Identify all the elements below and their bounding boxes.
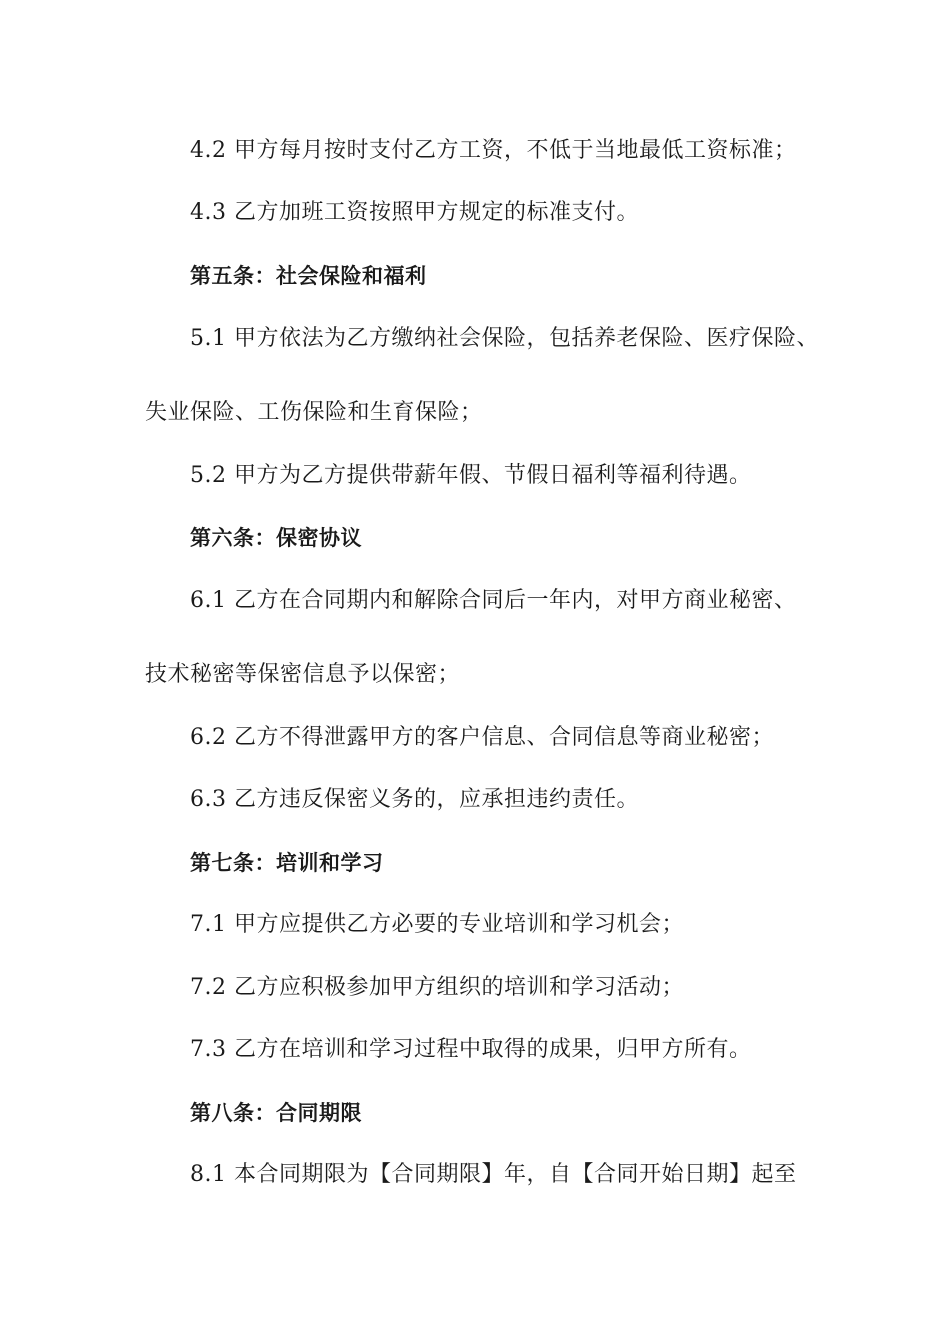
clause-6-3: 6.3 乙方违反保密义务的，应承担违约责任。 xyxy=(190,787,639,812)
section-heading-7: 第七条：培训和学习 xyxy=(190,851,384,875)
clause-5-1-continued: 失业保险、工伤保险和生育保险； xyxy=(145,400,483,425)
clause-6-1-continued: 技术秘密等保密信息予以保密； xyxy=(145,662,461,687)
clause-6-1: 6.1 乙方在合同期内和解除合同后一年内，对甲方商业秘密、 xyxy=(190,588,797,613)
section-heading-5: 第五条：社会保险和福利 xyxy=(190,264,427,288)
clause-7-1: 7.1 甲方应提供乙方必要的专业培训和学习机会； xyxy=(190,912,684,937)
clause-6-2: 6.2 乙方不得泄露甲方的客户信息、合同信息等商业秘密； xyxy=(190,725,774,750)
clause-7-2: 7.2 乙方应积极参加甲方组织的培训和学习活动； xyxy=(190,975,684,1000)
clause-4-3: 4.3 乙方加班工资按照甲方规定的标准支付。 xyxy=(190,200,639,225)
clause-5-2: 5.2 甲方为乙方提供带薪年假、节假日福利等福利待遇。 xyxy=(190,463,752,488)
clause-5-1: 5.1 甲方依法为乙方缴纳社会保险，包括养老保险、医疗保险、 xyxy=(190,326,819,351)
section-heading-6: 第六条：保密协议 xyxy=(190,526,362,550)
section-heading-8: 第八条：合同期限 xyxy=(190,1101,362,1125)
clause-8-1: 8.1 本合同期限为【合同期限】年，自【合同开始日期】起至 xyxy=(190,1162,797,1187)
clause-7-3: 7.3 乙方在培训和学习过程中取得的成果，归甲方所有。 xyxy=(190,1037,752,1062)
clause-4-2: 4.2 甲方每月按时支付乙方工资，不低于当地最低工资标准； xyxy=(190,138,797,163)
